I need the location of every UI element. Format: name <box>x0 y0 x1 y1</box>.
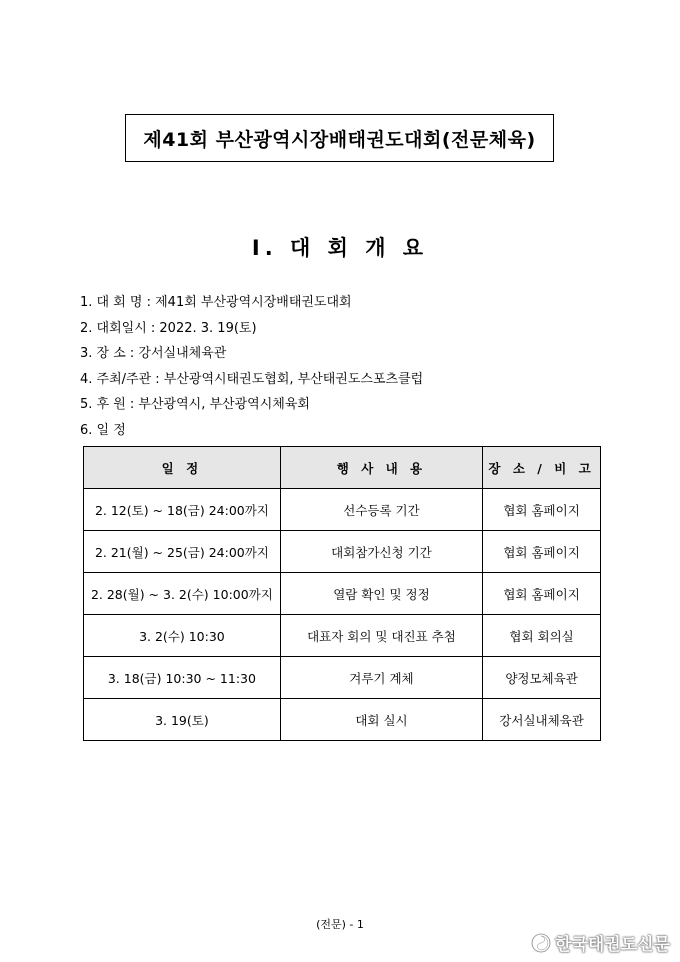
row-place: 협회 회의실 <box>483 615 601 657</box>
schedule-table <box>83 446 601 741</box>
table-row <box>84 573 601 615</box>
row-place: 협회 홈페이지 <box>483 531 601 573</box>
overview-item-venue: 3. 장 소 : 강서실내체육관 <box>80 346 227 361</box>
page-footer: (전문) - 1 <box>316 918 364 931</box>
row-date: 3. 18(금) 10:30 ~ 11:30 <box>84 657 281 699</box>
row-date: 3. 19(토) <box>84 699 281 741</box>
row-place: 협회 홈페이지 <box>483 573 601 615</box>
row-place: 협회 홈페이지 <box>483 489 601 531</box>
row-event: 겨루기 계체 <box>280 657 482 699</box>
watermark-text: 한국태권도신문 <box>555 935 670 955</box>
row-date: 2. 12(토) ~ 18(금) 24:00까지 <box>84 489 281 531</box>
header-date: 일 정 <box>84 447 281 489</box>
row-date: 2. 28(월) ~ 3. 2(수) 10:00까지 <box>84 573 281 615</box>
table-row <box>84 489 601 531</box>
overview-item-name: 1. 대 회 명 : 제41회 부산광역시장배태권도대회 <box>80 295 352 310</box>
row-date: 2. 21(월) ~ 25(금) 24:00까지 <box>84 531 281 573</box>
row-event: 선수등록 기간 <box>280 489 482 531</box>
row-date: 3. 2(수) 10:30 <box>84 615 281 657</box>
header-place: 장 소 / 비 고 <box>483 447 601 489</box>
document-title: 제41회 부산광역시장배태권도대회(전문체육) <box>125 114 554 162</box>
watermark-logo-icon <box>530 932 552 954</box>
row-event: 대회참가신청 기간 <box>280 531 482 573</box>
overview-item-date: 2. 대회일시 : 2022. 3. 19(토) <box>80 320 257 336</box>
row-event: 대회 실시 <box>280 699 482 741</box>
newspaper-watermark <box>530 930 670 955</box>
overview-list <box>80 290 423 443</box>
overview-item-sponsor: 5. 후 원 : 부산광역시, 부산광역시체육회 <box>80 397 310 412</box>
section-heading: Ⅰ. 대 회 개 요 <box>251 236 429 260</box>
header-event: 행 사 내 용 <box>280 447 482 489</box>
row-place: 양정모체육관 <box>483 657 601 699</box>
row-place: 강서실내체육관 <box>483 699 601 741</box>
overview-item-organizer: 4. 주최/주관 : 부산광역시태권도협회, 부산태권도스포츠클럽 <box>80 371 424 387</box>
overview-item-schedule: 6. 일 정 <box>80 422 126 438</box>
table-row <box>84 699 601 741</box>
row-event: 대표자 회의 및 대진표 추첨 <box>280 615 482 657</box>
table-row <box>84 531 601 573</box>
table-row <box>84 615 601 657</box>
row-event: 열람 확인 및 정정 <box>280 573 482 615</box>
schedule-header-row <box>84 447 601 489</box>
table-row <box>84 657 601 699</box>
